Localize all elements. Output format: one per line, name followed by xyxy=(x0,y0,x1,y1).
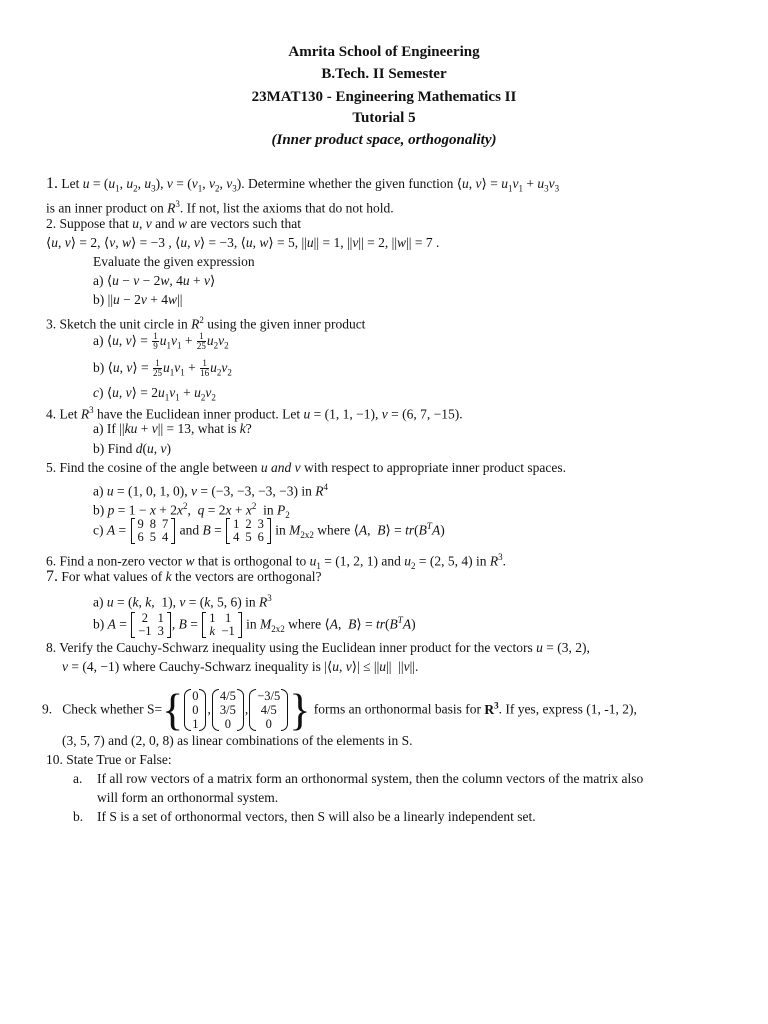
question-4a: a) If ||ku + v|| = 13, what is k? xyxy=(93,421,252,436)
question-4b: b) Find d(u, v) xyxy=(93,441,172,456)
question-5a: a) u = (1, 0, 1, 0), v = (−3, −3, −3, −3) in $R^4$ xyxy=(93,482,329,499)
question-6: 6. Find a non-zero vector w that is orthogonal to $u_1 = (1$, 2, 1) and $u_2 = (2$, 5, 4) in $R^3$. xyxy=(46,552,506,572)
question-9-text: forms an orthonormal basis for xyxy=(313,701,481,717)
question-8-line-2: v = (4, −1) where Cauchy-Schwarz inequality is |⟨u, v⟩| ≤ ||u|| ||v||. xyxy=(62,659,419,674)
question-9-lead: Check whether S= xyxy=(62,701,163,717)
program-title: B.Tech. II Semester xyxy=(321,66,447,82)
question-2b: b) ||u − 2v + 4w|| xyxy=(93,292,183,307)
matrix-B-7b: 1 1 k −1 xyxy=(202,612,242,638)
question-9-number: 9. xyxy=(42,701,53,717)
question-3c: c) ⟨u, v⟩ = $2u_1v_1 + u_2v_2$ xyxy=(93,385,216,403)
question-5-line-1: 5. Find the cosine of the angle between u and v with respect to appropriate inner product spaces. xyxy=(46,460,566,475)
matrix-A-7b: 2 1 −1 3 xyxy=(131,612,171,638)
question-4-line-1: 4. Let $R^3$ have the Euclidean inner product. Let u = (1, 1, −1), v = (6, 7, −15). xyxy=(46,405,463,422)
question-3a: a) ⟨u, v⟩ = $\frac{1}{9}$ $u_1v_1$ + $\frac{1}{25}$ $u_2v_2$ xyxy=(93,331,229,352)
question-9-line-2: (3, 5, 7) and (2, 0, 8) as linear combinations of the elements in S. xyxy=(62,733,413,748)
question-10-title: 10. State True or False: xyxy=(46,752,172,767)
question-5c: c) A = 9 8 7 6 5 4 and B = 1 2 3 4 5 6 in $M_{2x2}$ where ⟨A, B⟩ = $tr(B^TA)$ xyxy=(93,517,445,545)
question-7-line-1: 7. For what values of k the vectors are orthogonal? xyxy=(46,568,322,585)
question-10a-label: a. xyxy=(73,771,83,786)
question-3-line-1: 3. Sketch the unit circle in $R^2$ using the given inner product xyxy=(46,315,366,332)
question-1-line-2: is an inner product on $R^3$. If not, list the axioms that do not hold. xyxy=(46,199,394,216)
question-9-line-1: 9. Check whether S={ 0 0 1 , 4/5 3/5 0 , −3/5 4/5 0 } forms an orthonormal basis for $R^3$. If yes, express (1, -1, 2), xyxy=(42,685,637,735)
question-1-number: 1. xyxy=(46,175,58,192)
s-vector-1: 0 0 1 xyxy=(184,689,206,731)
question-10b-line-1: If S is a set of orthonormal vectors, then S will also be a linearly independent set. xyxy=(97,809,536,824)
question-7-number: 7. xyxy=(46,568,58,585)
question-8-line-1: 8. Verify the Cauchy-Schwarz inequality using the Euclidean inner product for the vectors u = (3, 2), xyxy=(46,640,590,655)
question-2-line-1: 2. Suppose that u, v and w are vectors such that xyxy=(46,216,301,231)
matrix-A: 9 8 7 6 5 4 xyxy=(131,518,176,544)
question-7b: b) A = 2 1 −1 3 , B = 1 1 k −1 in $M_{2x2}$ where ⟨A, B⟩ = $tr(B^TA)$ xyxy=(93,611,416,639)
question-10a-line-1: If all row vectors of a matrix form an orthonormal system, then the column vectors of the matrix also xyxy=(97,771,644,786)
question-9-text-2: . If yes, express (1, -1, 2), xyxy=(498,701,637,717)
question-2-givens: ⟨u, v⟩ = 2, ⟨v, w⟩ = −3 , ⟨u, v⟩ = −3, ⟨u, w⟩ = 5, ||u|| = 1, ||v|| = 2, ||w|| = 7 . xyxy=(46,235,440,250)
topic-subtitle: (Inner product space, orthogonality) xyxy=(271,132,497,148)
question-2a: a) ⟨u − v − 2w, 4u + v⟩ xyxy=(93,273,216,288)
course-title: 23MAT130 - Engineering Mathematics II xyxy=(251,89,517,105)
question-5b: b) $p = 1 - x + 2x^2$, $q = 2x + x^2$ in $P_2$ xyxy=(93,501,290,521)
question-10b-label: b. xyxy=(73,809,84,824)
s-vector-2: 4/5 3/5 0 xyxy=(212,689,244,731)
tutorial-title: Tutorial 5 xyxy=(352,110,416,126)
institution-title: Amrita School of Engineering xyxy=(288,44,480,60)
question-1-line-1: 1. Let $u = (u_1$, $u_2$, $u_3$), $v = (v_1$, $v_2$, $v_3$). Determine whether the given function ⟨u, v⟩ = $u_1v_1 + u_3v_3$ xyxy=(46,175,560,194)
s-vector-3: −3/5 4/5 0 xyxy=(249,689,288,731)
question-7a: a) u = (k, k, 1), v = (k, 5, 6) in $R^3$ xyxy=(93,593,272,610)
question-3b: b) ⟨u, v⟩ = $\frac{1}{25}$ $u_1v_1$ + $\frac{1}{16}$ $u_2v_2$ xyxy=(93,358,232,379)
matrix-B: 1 2 3 4 5 6 xyxy=(226,518,271,544)
question-2-instruction: Evaluate the given expression xyxy=(93,254,255,269)
question-10a-line-2: will form an orthonormal system. xyxy=(97,790,279,805)
